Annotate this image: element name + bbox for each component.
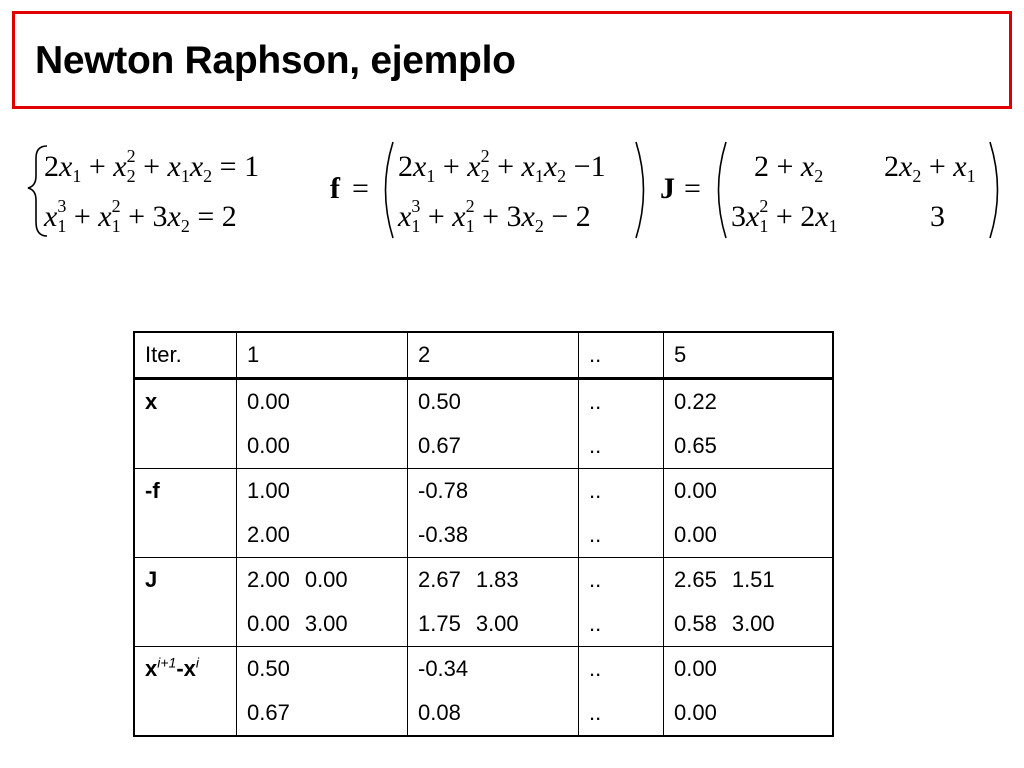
equation-system	[28, 146, 259, 236]
header-cell: 2	[408, 332, 579, 379]
table-cell: 0.00	[664, 469, 834, 514]
table-cell: 2.00 0.00	[237, 558, 408, 603]
table-cell: ..	[579, 558, 664, 603]
table-cell: 0.22	[664, 379, 834, 425]
table-cell: 0.00 3.00	[237, 602, 408, 647]
table-cell: -0.78	[408, 469, 579, 514]
svg-text:3: 3	[930, 200, 945, 233]
header-cell: Iter.	[134, 332, 237, 379]
svg-text:2 + x2: $2 + x_2$	[754, 150, 824, 186]
table-cell: ..	[579, 647, 664, 692]
table-cell: 0.00	[664, 513, 834, 558]
table-cell: ..	[579, 424, 664, 469]
header-cell: 5	[664, 332, 834, 379]
row-label-x: x	[145, 389, 158, 414]
table-row	[134, 602, 833, 647]
svg-text:=: =	[352, 172, 369, 205]
table-cell: 0.50	[237, 647, 408, 692]
table-cell: -0.38	[408, 513, 579, 558]
table-cell: 2.00	[237, 513, 408, 558]
svg-text:x13 + x12 + 3x2 − 2: $x_13 + x_12 + 3x_2 - 2$	[398, 196, 591, 236]
table-header-row	[134, 332, 833, 379]
svg-text:2x1 + x22 + x1x2 = 1: $2x_1 + x_22 + x_1x_2 = 1$	[44, 146, 260, 186]
iteration-table	[133, 331, 834, 737]
table-cell: -0.34	[408, 647, 579, 692]
table-cell: 0.08	[408, 691, 579, 736]
table-cell: 0.00	[664, 691, 834, 736]
page-title: Newton Raphson, ejemplo	[35, 39, 516, 82]
table-cell: 0.50	[408, 379, 579, 425]
table-cell: ..	[579, 469, 664, 514]
table-row	[134, 469, 833, 514]
table-row	[134, 691, 833, 736]
table-row	[134, 558, 833, 603]
table-cell: 0.00	[664, 647, 834, 692]
table-cell: 2.67 1.83	[408, 558, 579, 603]
table-row	[134, 513, 833, 558]
row-label-neg-f: -f	[145, 478, 160, 503]
svg-text:3x12 + 2x1: $3x_12 + 2x_1$	[731, 196, 838, 236]
table-cell: ..	[579, 691, 664, 736]
row-label-J: J	[145, 567, 158, 592]
table-cell: 0.00	[237, 379, 408, 425]
table-cell: ..	[579, 379, 664, 425]
table-cell: 0.65	[664, 424, 834, 469]
table-cell: ..	[579, 513, 664, 558]
f-vector	[330, 142, 644, 238]
svg-text:x13 + x12 + 3x2 = 2: $x_13 + x_12 + 3x_2 = 2$	[44, 196, 237, 236]
row-label-delta-x: $x^{i+1}-x^i$	[145, 654, 200, 681]
table-row	[134, 424, 833, 469]
table-cell: 2.65 1.51	[664, 558, 834, 603]
table-cell: 1.75 3.00	[408, 602, 579, 647]
table-row	[134, 647, 833, 692]
title-frame	[12, 11, 1012, 109]
J-label: J	[660, 172, 675, 205]
header-cell: ..	[579, 332, 664, 379]
jacobian-matrix	[660, 142, 998, 238]
f-label: f	[330, 172, 340, 205]
svg-text:2x1 + x22 + x1x2 −1: $2x_1 + x_22 + x_1x_2 -1$	[398, 146, 606, 186]
svg-text:2x2 + x1: $2x_2 + x_1$	[884, 150, 976, 186]
equations	[0, 128, 1024, 248]
table-cell: 1.00	[237, 469, 408, 514]
svg-text:=: =	[684, 172, 701, 205]
table-cell: 0.67	[237, 691, 408, 736]
table-cell: 0.67	[408, 424, 579, 469]
table-row	[134, 379, 833, 425]
header-cell: 1	[237, 332, 408, 379]
table-cell: ..	[579, 602, 664, 647]
table-cell: 0.00	[237, 424, 408, 469]
table-cell: 0.58 3.00	[664, 602, 834, 647]
